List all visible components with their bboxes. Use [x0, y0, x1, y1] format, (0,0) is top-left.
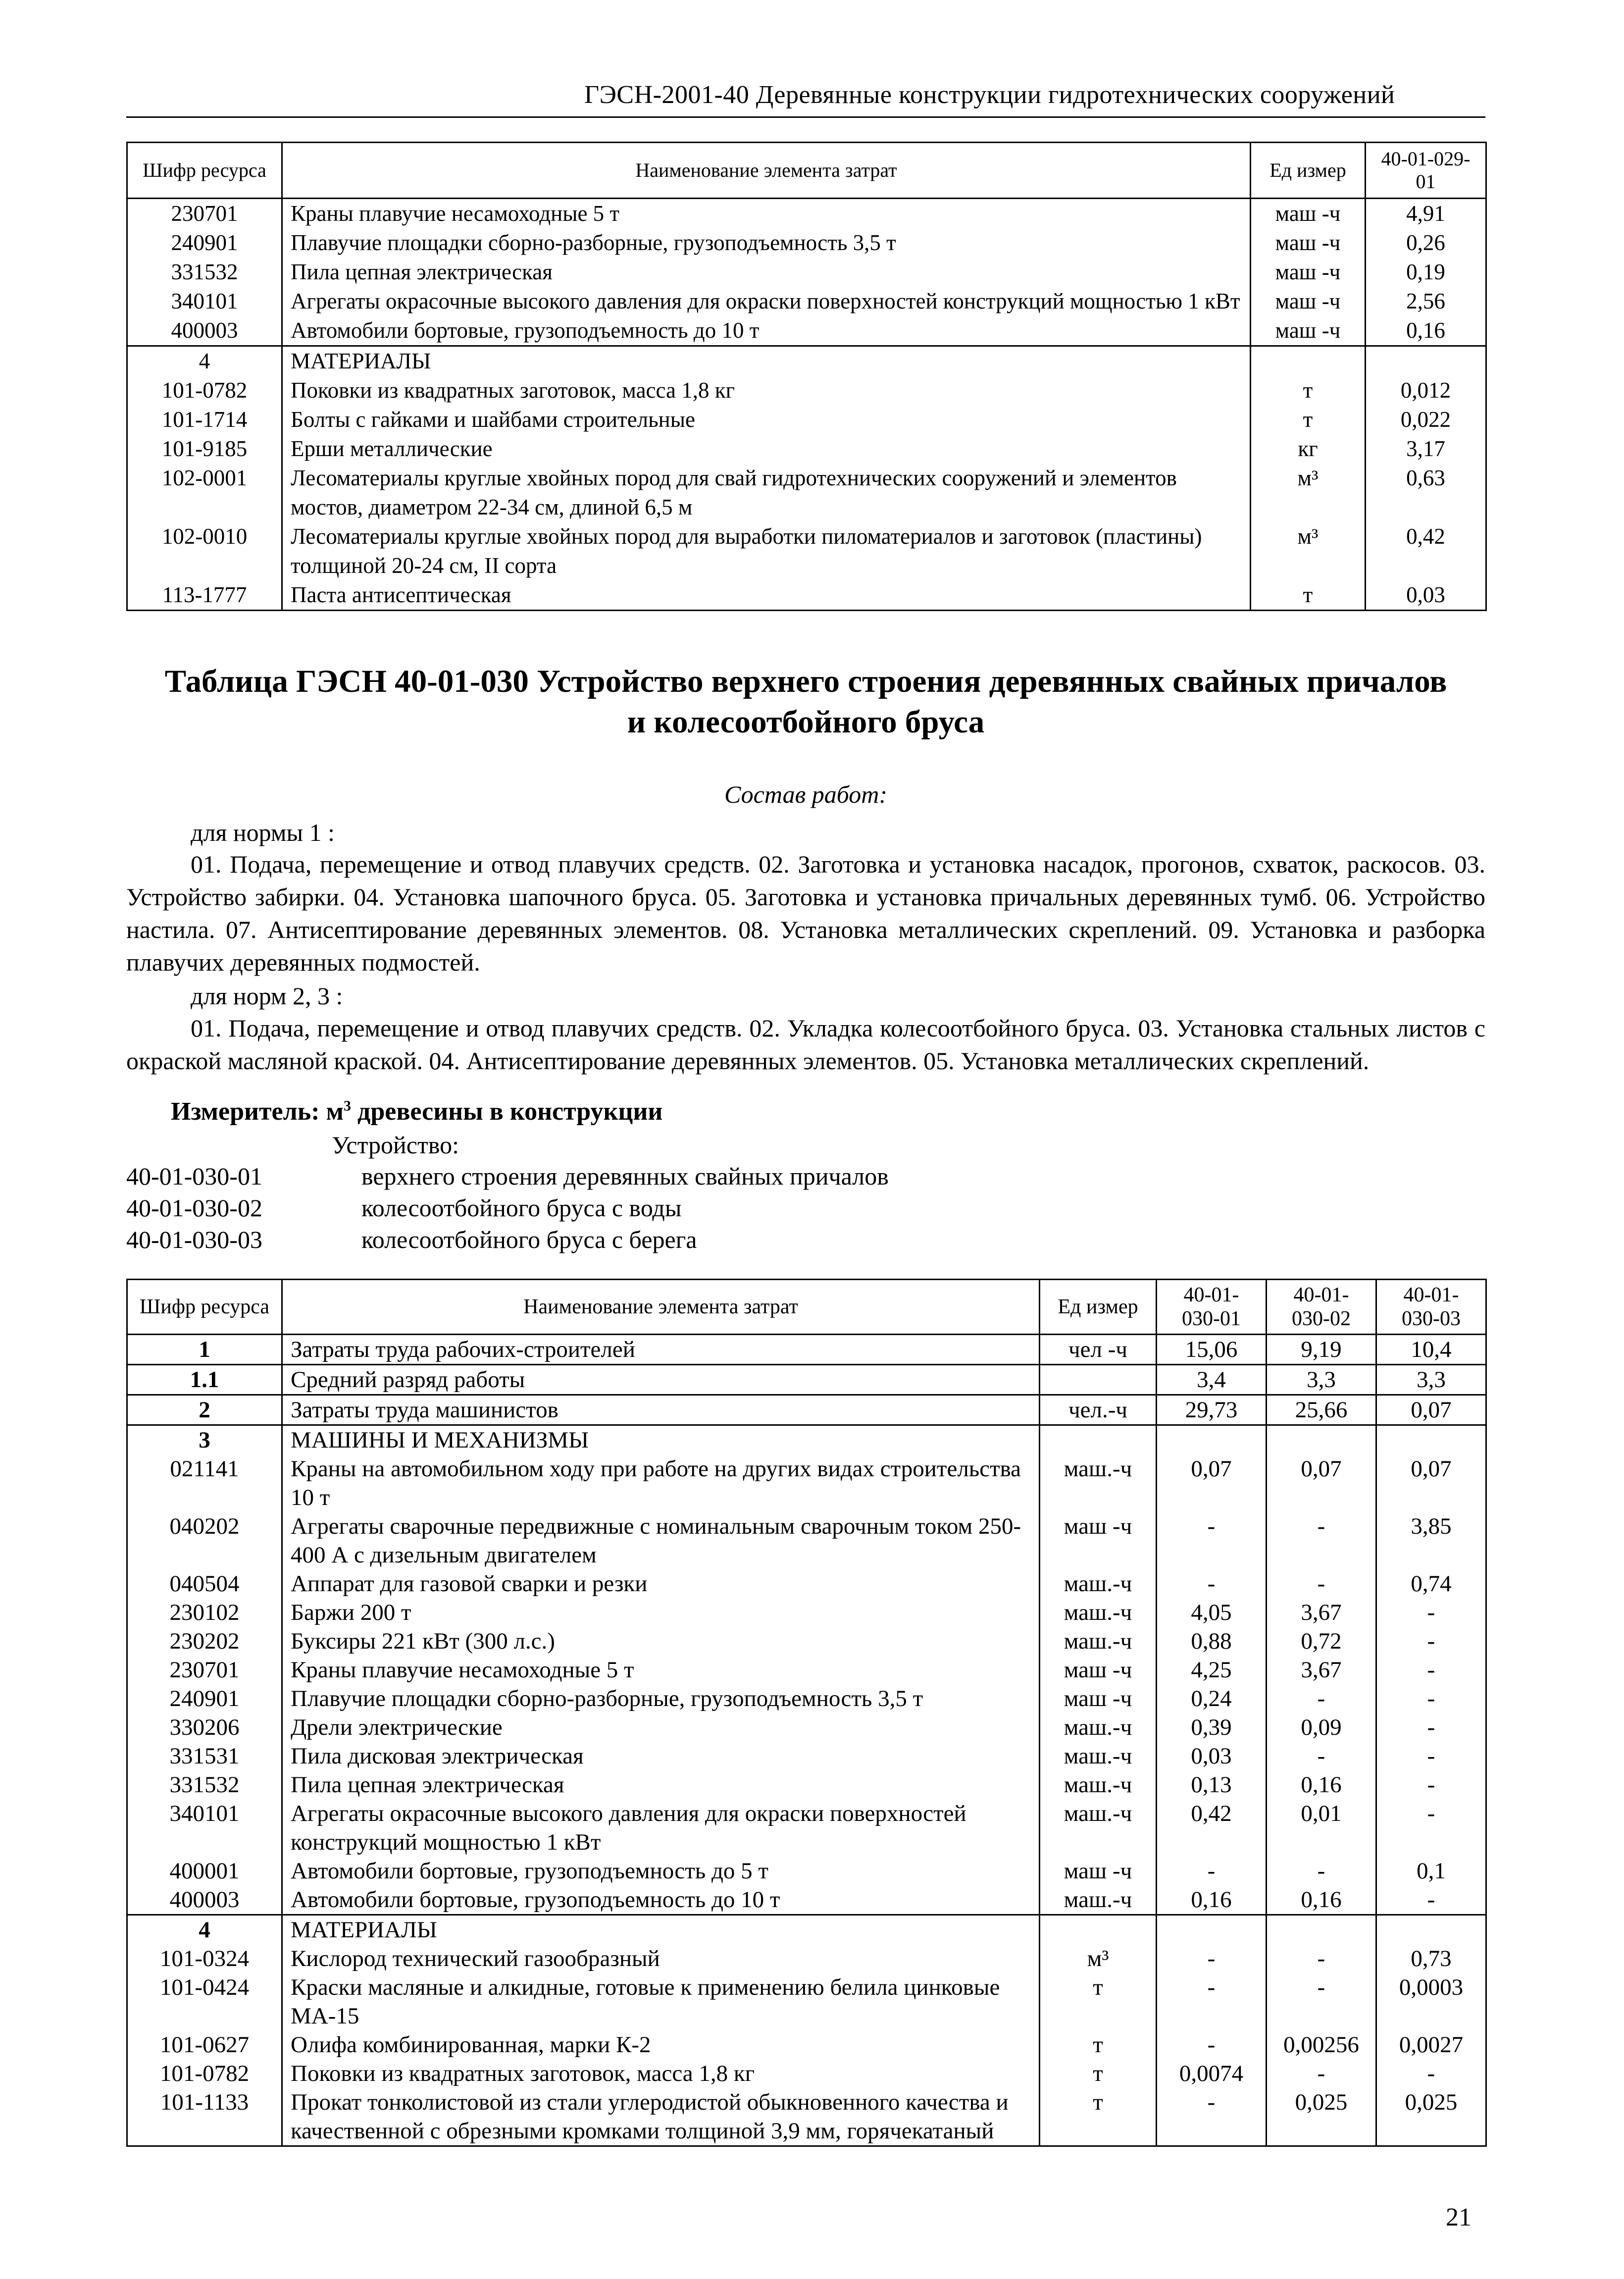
- resource-name: Кислород технический газообразный: [282, 1944, 1040, 1973]
- resource-code: 230102: [127, 1598, 282, 1627]
- table-row: [127, 1454, 1486, 1512]
- table-row: [127, 434, 1486, 464]
- resource-code: 101-0424: [127, 1973, 282, 2030]
- resource-code: 331532: [127, 258, 282, 287]
- empty-cell: [1267, 1915, 1376, 1945]
- resource-unit: м³: [1040, 1944, 1157, 1973]
- value-norm-2: -: [1267, 1944, 1376, 1973]
- value-norm-2: 0,01: [1267, 1799, 1376, 1857]
- value-norm-2: 0,07: [1267, 1454, 1376, 1512]
- value-norm-1: 15,06: [1157, 1335, 1267, 1365]
- table-row: [127, 199, 1486, 229]
- norm-text: верхнего строения деревянных свайных причалов: [361, 1162, 889, 1190]
- table-row: [127, 228, 1486, 258]
- norm1-label: для нормы 1 :: [191, 819, 335, 846]
- resource-table-029: [126, 142, 1487, 611]
- resource-code: 340101: [127, 1799, 282, 1857]
- resource-unit: [1040, 1365, 1157, 1395]
- resource-unit: маш -ч: [1251, 258, 1366, 287]
- value-norm-2: 0,16: [1267, 1885, 1376, 1915]
- value-norm-2: 3,67: [1267, 1656, 1376, 1684]
- table-row: [127, 287, 1486, 316]
- resource-name: Лесоматериалы круглые хвойных пород для свай гидротехнических сооружений и элементов мостов, диаметром 22-34 см, длиной 6,5 м: [282, 464, 1251, 522]
- value-norm-3: 0,74: [1376, 1569, 1486, 1598]
- resource-name: Паста антисептическая: [282, 580, 1251, 611]
- resource-unit: т: [1040, 1973, 1157, 2030]
- table-row: [127, 1944, 1486, 1973]
- resource-code: 101-0782: [127, 2059, 282, 2088]
- value-norm-1: 0,88: [1157, 1627, 1267, 1656]
- value-norm-2: 0,16: [1267, 1770, 1376, 1799]
- header-code: Шифр ресурса: [127, 143, 282, 199]
- value-norm-3: 0,07: [1376, 1395, 1486, 1425]
- resource-code: 400003: [127, 1885, 282, 1915]
- norm-text: колесоотбойного бруса с берега: [361, 1226, 697, 1253]
- resource-code: 400001: [127, 1857, 282, 1885]
- resource-name: Аппарат для газовой сварки и резки: [282, 1569, 1040, 1598]
- resource-unit: маш.-ч: [1040, 1770, 1157, 1799]
- resource-name: Агрегаты окрасочные высокого давления для окраски поверхностей конструкций мощностью 1 кВт: [282, 1799, 1040, 1857]
- empty-cell: [1376, 1915, 1486, 1945]
- resource-code: 102-0001: [127, 464, 282, 522]
- header-code: Шифр ресурса: [127, 1280, 282, 1335]
- empty-cell: [1040, 1425, 1157, 1455]
- table-row: [127, 2088, 1486, 2146]
- resource-name: Дрели электрические: [282, 1713, 1040, 1742]
- empty-cell: [1040, 1915, 1157, 1945]
- value-norm-3: -: [1376, 1742, 1486, 1770]
- resource-code: 230701: [127, 1656, 282, 1684]
- resource-unit: маш -ч: [1040, 1857, 1157, 1885]
- resource-unit: маш -ч: [1040, 1684, 1157, 1713]
- value-norm-1: 2,56: [1366, 287, 1486, 316]
- table-row: [127, 316, 1486, 346]
- resource-name: Краски масляные и алкидные, готовые к применению белила цинковые МА-15: [282, 1973, 1040, 2030]
- resource-code: 040202: [127, 1512, 282, 1569]
- value-norm-2: -: [1267, 1973, 1376, 2030]
- value-norm-3: 3,85: [1376, 1512, 1486, 1569]
- value-norm-1: 0,42: [1366, 522, 1486, 580]
- value-norm-1: -: [1157, 2030, 1267, 2059]
- value-norm-1: 0,26: [1366, 228, 1486, 258]
- value-norm-2: -: [1267, 1569, 1376, 1598]
- resource-code: 1: [127, 1335, 282, 1365]
- resource-name: Краны на автомобильном ходу при работе на других видах строительства 10 т: [282, 1454, 1040, 1512]
- value-norm-2: -: [1267, 1742, 1376, 1770]
- resource-unit: маш.-ч: [1040, 1569, 1157, 1598]
- resource-code: 101-0324: [127, 1944, 282, 1973]
- empty-cell: [1366, 346, 1486, 376]
- resource-code: 330206: [127, 1713, 282, 1742]
- resource-unit: м³: [1251, 464, 1366, 522]
- empty-cell: [1376, 1425, 1486, 1455]
- table-row: [127, 1770, 1486, 1799]
- value-norm-1: -: [1157, 1569, 1267, 1598]
- table-row: [127, 580, 1486, 611]
- resource-unit: т: [1040, 2059, 1157, 2088]
- value-norm-3: -: [1376, 2059, 1486, 2088]
- table-row: [127, 405, 1486, 434]
- resource-unit: маш.-ч: [1040, 1598, 1157, 1627]
- norm-text: колесоотбойного бруса с воды: [361, 1194, 682, 1222]
- value-norm-3: -: [1376, 1885, 1486, 1915]
- resource-name: Поковки из квадратных заготовок, масса 1,8 кг: [282, 2059, 1040, 2088]
- resource-code: 240901: [127, 228, 282, 258]
- table-row: [127, 1799, 1486, 1857]
- resource-unit: маш.-ч: [1040, 1627, 1157, 1656]
- value-norm-1: 0,39: [1157, 1713, 1267, 1742]
- table-row: [127, 1569, 1486, 1598]
- norm23-work-text: 01. Подача, перемещение и отвод плавучих средств. 02. Укладка колесоотбойного бруса. 03. Установка стальных листов с окраской масляной краской. 04. Антисептирование деревянных элементов. 05. Установка металлических скреплений.: [126, 1014, 1485, 1075]
- resource-name: Агрегаты сварочные передвижные с номинальным сварочным током 250-400 А с дизельным двигателем: [282, 1512, 1040, 1569]
- resource-name: Ерши металлические: [282, 434, 1251, 464]
- resource-name: Автомобили бортовые, грузоподъемность до 5 т: [282, 1857, 1040, 1885]
- table-title-line1: Таблица ГЭСН 40-01-030 Устройство верхнего строения деревянных свайных причалов: [164, 664, 1447, 699]
- resource-code: 101-9185: [127, 434, 282, 464]
- resource-code: 101-0782: [127, 376, 282, 405]
- resource-name: Болты с гайками и шайбами строительные: [282, 405, 1251, 434]
- value-norm-3: 10,4: [1376, 1335, 1486, 1365]
- resource-unit: кг: [1251, 434, 1366, 464]
- resource-code: 2: [127, 1395, 282, 1425]
- section-title: МАШИНЫ И МЕХАНИЗМЫ: [282, 1425, 1040, 1455]
- header-norm-40-01-030-01: 40-01-030-01: [1157, 1280, 1267, 1335]
- table-row: [127, 1915, 1486, 1945]
- resource-name: Пила цепная электрическая: [282, 258, 1251, 287]
- section-code: 4: [127, 346, 282, 376]
- resource-code: 240901: [127, 1684, 282, 1713]
- table-row: [127, 1857, 1486, 1885]
- header-name: Наименование элемента затрат: [282, 143, 1251, 199]
- table-row: [127, 1973, 1486, 2030]
- table-row: [127, 1335, 1486, 1365]
- value-norm-3: -: [1376, 1799, 1486, 1857]
- resource-unit: т: [1251, 376, 1366, 405]
- value-norm-1: 0,0074: [1157, 2059, 1267, 2088]
- value-norm-2: -: [1267, 1684, 1376, 1713]
- work-composition-heading: Состав работ:: [724, 780, 888, 808]
- value-norm-2: -: [1267, 1857, 1376, 1885]
- resource-unit: чел -ч: [1040, 1335, 1157, 1365]
- measure-text: древесины в конструкции: [357, 1097, 663, 1126]
- norm-row: [126, 1225, 697, 1254]
- value-norm-1: 0,19: [1366, 258, 1486, 287]
- value-norm-2: 0,72: [1267, 1627, 1376, 1656]
- resource-code: 113-1777: [127, 580, 282, 611]
- resource-name: Поковки из квадратных заготовок, масса 1,8 кг: [282, 376, 1251, 405]
- table-row: [127, 1512, 1486, 1569]
- measure-label: Измеритель:: [171, 1097, 320, 1126]
- resource-unit: т: [1040, 2030, 1157, 2059]
- resource-code: 040504: [127, 1569, 282, 1598]
- resource-unit: маш -ч: [1251, 228, 1366, 258]
- section-title: МАТЕРИАЛЫ: [282, 346, 1251, 376]
- value-norm-3: 0,025: [1376, 2088, 1486, 2146]
- resource-name: Краны плавучие несамоходные 5 т: [282, 1656, 1040, 1684]
- page-number: 21: [1446, 2203, 1472, 2231]
- resource-name: Баржи 200 т: [282, 1598, 1040, 1627]
- value-norm-3: -: [1376, 1684, 1486, 1713]
- resource-name: Прокат тонколистовой из стали углеродистой обыкновенного качества и качественной с обрезными кромками толщиной 3,9 мм, горячекатаный: [282, 2088, 1040, 2146]
- resource-code: 021141: [127, 1454, 282, 1512]
- resource-code: 101-0627: [127, 2030, 282, 2059]
- header-unit: Ед измер: [1251, 143, 1366, 199]
- header-unit: Ед измер: [1040, 1280, 1157, 1335]
- resource-name: Средний разряд работы: [282, 1365, 1040, 1395]
- resource-code: 101-1714: [127, 405, 282, 434]
- norm23-label: для норм 2, 3 :: [191, 982, 343, 1010]
- resource-unit: т: [1251, 405, 1366, 434]
- value-norm-1: 4,25: [1157, 1656, 1267, 1684]
- empty-cell: [1267, 1425, 1376, 1455]
- value-norm-1: 0,16: [1157, 1885, 1267, 1915]
- resource-name: Затраты труда машинистов: [282, 1395, 1040, 1425]
- table-row: [127, 2059, 1486, 2088]
- header-rule: [126, 116, 1485, 118]
- value-norm-2: 0,09: [1267, 1713, 1376, 1742]
- resource-name: Автомобили бортовые, грузоподъемность до 10 т: [282, 316, 1251, 346]
- resource-code: 230701: [127, 199, 282, 229]
- resource-unit: маш.-ч: [1040, 1742, 1157, 1770]
- value-norm-2: 0,025: [1267, 2088, 1376, 2146]
- value-norm-1: -: [1157, 2088, 1267, 2146]
- section-title: МАТЕРИАЛЫ: [282, 1915, 1040, 1945]
- section-code: 4: [127, 1915, 282, 1945]
- table2-body: [127, 1335, 1486, 2146]
- table-title: [126, 661, 1485, 742]
- value-norm-1: 0,63: [1366, 464, 1486, 522]
- value-norm-2: 0,00256: [1267, 2030, 1376, 2059]
- norm-code: 40-01-030-03: [126, 1226, 262, 1253]
- table-row: [127, 1713, 1486, 1742]
- value-norm-1: 0,03: [1157, 1742, 1267, 1770]
- resource-name: Пила дисковая электрическая: [282, 1742, 1040, 1770]
- header-name: Наименование элемента затрат: [282, 1280, 1040, 1335]
- resource-unit: маш.-ч: [1040, 1713, 1157, 1742]
- value-norm-2: 25,66: [1267, 1395, 1376, 1425]
- value-norm-1: 0,13: [1157, 1770, 1267, 1799]
- value-norm-3: -: [1376, 1598, 1486, 1627]
- norm-row: [126, 1193, 681, 1222]
- resource-name: Буксиры 221 кВт (300 л.с.): [282, 1627, 1040, 1656]
- table1-body: [127, 199, 1486, 611]
- resource-unit: маш.-ч: [1040, 1885, 1157, 1915]
- resource-name: Автомобили бортовые, грузоподъемность до 10 т: [282, 1885, 1040, 1915]
- value-norm-1: 0,03: [1366, 580, 1486, 611]
- value-norm-3: 0,73: [1376, 1944, 1486, 1973]
- value-norm-1: 0,07: [1157, 1454, 1267, 1512]
- resource-name: Плавучие площадки сборно-разборные, грузоподъемность 3,5 т: [282, 228, 1251, 258]
- resource-name: Агрегаты окрасочные высокого давления для окраски поверхностей конструкций мощностью 1 кВт: [282, 287, 1251, 316]
- resource-unit: чел.-ч: [1040, 1395, 1157, 1425]
- empty-cell: [1157, 1425, 1267, 1455]
- table-row: [127, 522, 1486, 580]
- value-norm-1: 0,022: [1366, 405, 1486, 434]
- resource-unit: маш.-ч: [1040, 1454, 1157, 1512]
- table-row: [127, 1598, 1486, 1627]
- resource-unit: м³: [1251, 522, 1366, 580]
- value-norm-2: 3,3: [1267, 1365, 1376, 1395]
- table-row: [127, 1742, 1486, 1770]
- resource-unit: маш.-ч: [1040, 1799, 1157, 1857]
- header-norm-40-01-030-02: 40-01-030-02: [1267, 1280, 1376, 1335]
- table-row: [127, 1684, 1486, 1713]
- resource-code: 331531: [127, 1742, 282, 1770]
- table-row: [127, 1365, 1486, 1395]
- resource-name: Пила цепная электрическая: [282, 1770, 1040, 1799]
- section-code: 3: [127, 1425, 282, 1455]
- value-norm-1: 3,17: [1366, 434, 1486, 464]
- resource-code: 340101: [127, 287, 282, 316]
- table-row: [127, 1425, 1486, 1455]
- norm-code: 40-01-030-01: [126, 1162, 262, 1190]
- value-norm-3: 0,0003: [1376, 1973, 1486, 2030]
- resource-code: 101-1133: [127, 2088, 282, 2146]
- resource-name: Олифа комбинированная, марки К-2: [282, 2030, 1040, 2059]
- value-norm-2: -: [1267, 2059, 1376, 2088]
- measure-unit: $м^3$: [326, 1097, 352, 1126]
- value-norm-3: 0,0027: [1376, 2030, 1486, 2059]
- value-norm-2: 3,67: [1267, 1598, 1376, 1627]
- value-norm-3: -: [1376, 1627, 1486, 1656]
- value-norm-3: 0,07: [1376, 1454, 1486, 1512]
- table-row: [127, 1395, 1486, 1425]
- resource-code: 400003: [127, 316, 282, 346]
- resource-code: 102-0010: [127, 522, 282, 580]
- table-row: [127, 346, 1486, 376]
- value-norm-3: 3,3: [1376, 1365, 1486, 1395]
- norm1-work-text: 01. Подача, перемещение и отвод плавучих средств. 02. Заготовка и установка насадок, прогонов, схваток, раскосов. 03. Устройство забирки. 04. Установка шапочного бруса. 05. Заготовка и установка причальных деревянных тумб. 06. Устройство настила. 07. Антисептирование деревянных элементов. 08. Установка металлических скреплений. 09. Установка и разборка плавучих деревянных подмостей.: [126, 850, 1485, 976]
- page-header: ГЭСН-2001-40 Деревянные конструкции гидротехнических сооружений: [584, 81, 1395, 109]
- resource-unit: т: [1251, 580, 1366, 611]
- header-norm-40-01-030-03: 40-01-030-03: [1376, 1280, 1486, 1335]
- resource-table-030: [126, 1279, 1487, 2147]
- table-row: [127, 1627, 1486, 1656]
- value-norm-1: 29,73: [1157, 1395, 1267, 1425]
- value-norm-1: 4,05: [1157, 1598, 1267, 1627]
- table-row: [127, 258, 1486, 287]
- resource-code: 230202: [127, 1627, 282, 1656]
- value-norm-1: 0,24: [1157, 1684, 1267, 1713]
- value-norm-2: 9,19: [1267, 1335, 1376, 1365]
- value-norm-3: -: [1376, 1770, 1486, 1799]
- resource-unit: маш -ч: [1040, 1512, 1157, 1569]
- resource-unit: маш -ч: [1251, 199, 1366, 229]
- resource-name: Лесоматериалы круглые хвойных пород для выработки пиломатериалов и заготовок (пластины) толщиной 20-24 см, II сорта: [282, 522, 1251, 580]
- empty-cell: [1251, 346, 1366, 376]
- resource-unit: т: [1040, 2088, 1157, 2146]
- value-norm-1: 0,16: [1366, 316, 1486, 346]
- resource-unit: маш -ч: [1040, 1656, 1157, 1684]
- empty-cell: [1157, 1915, 1267, 1945]
- resource-name: Краны плавучие несамоходные 5 т: [282, 199, 1251, 229]
- value-norm-1: 0,012: [1366, 376, 1486, 405]
- resource-unit: маш -ч: [1251, 287, 1366, 316]
- device-label: Устройство:: [332, 1131, 459, 1159]
- value-norm-1: -: [1157, 1857, 1267, 1885]
- norm-row: [126, 1162, 889, 1191]
- resource-code: 1.1: [127, 1365, 282, 1395]
- value-norm-1: -: [1157, 1512, 1267, 1569]
- table-row: [127, 1885, 1486, 1915]
- resource-code: 331532: [127, 1770, 282, 1799]
- value-norm-1: 4,91: [1366, 199, 1486, 229]
- value-norm-3: 0,1: [1376, 1857, 1486, 1885]
- resource-name: Плавучие площадки сборно-разборные, грузоподъемность 3,5 т: [282, 1684, 1040, 1713]
- table-row: [127, 1656, 1486, 1684]
- value-norm-3: -: [1376, 1713, 1486, 1742]
- resource-name: Затраты труда рабочих-строителей: [282, 1335, 1040, 1365]
- value-norm-1: -: [1157, 1973, 1267, 2030]
- resource-unit: маш -ч: [1251, 316, 1366, 346]
- header-norm-40-01-029-01: 40-01-029-01: [1366, 143, 1486, 199]
- table-row: [127, 376, 1486, 405]
- value-norm-1: -: [1157, 1944, 1267, 1973]
- measure-line: [171, 1097, 662, 1126]
- table-row: [127, 464, 1486, 522]
- table-title-line2: и колесоотбойного бруса: [627, 704, 985, 740]
- value-norm-3: -: [1376, 1656, 1486, 1684]
- table-row: [127, 2030, 1486, 2059]
- value-norm-1: 0,42: [1157, 1799, 1267, 1857]
- norm-code: 40-01-030-02: [126, 1194, 262, 1222]
- value-norm-2: -: [1267, 1512, 1376, 1569]
- value-norm-1: 3,4: [1157, 1365, 1267, 1395]
